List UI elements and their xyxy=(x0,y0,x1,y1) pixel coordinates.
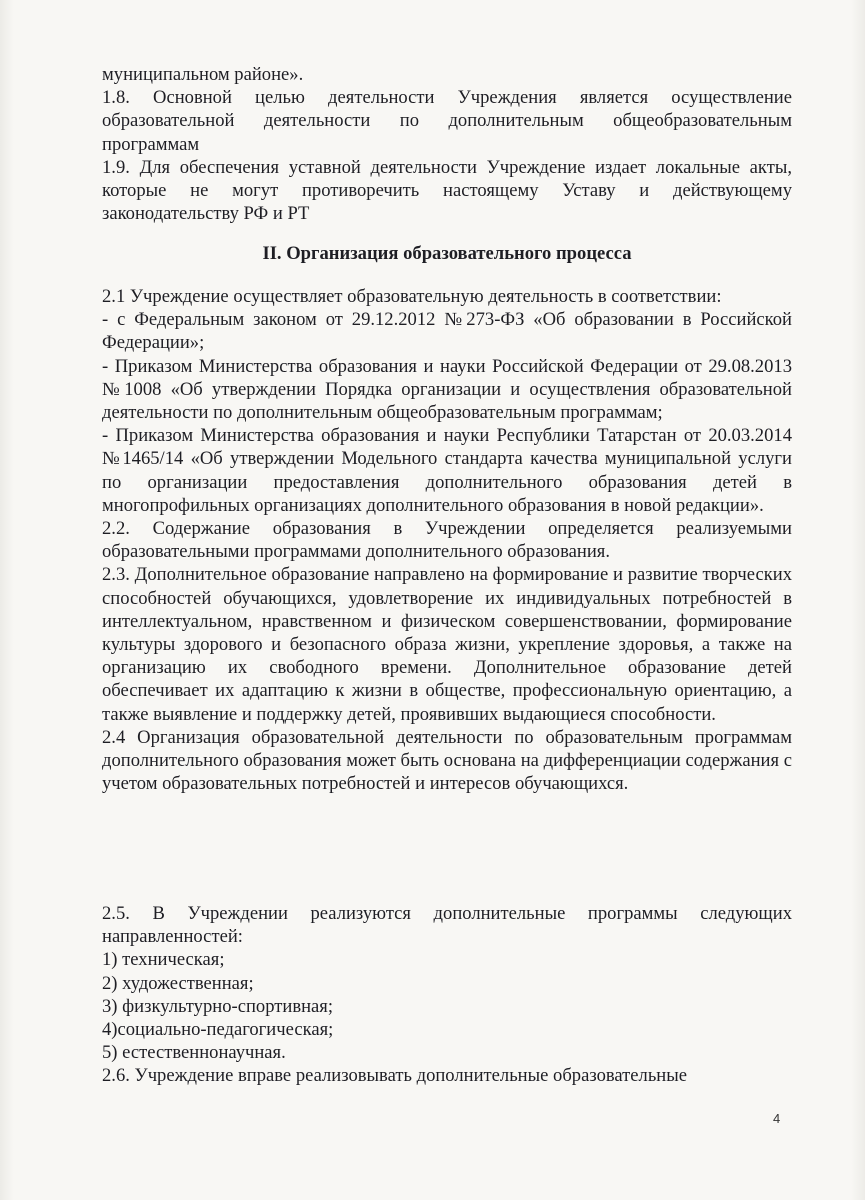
intro-block xyxy=(102,63,792,225)
paragraph-2-5: 2.5. В Учреждении реализуются дополнительные программы следующих направленностей: xyxy=(102,903,792,948)
paragraph-2-6: 2.6. Учреждение вправе реализовывать дополнительные образовательные xyxy=(102,1065,688,1087)
paragraph-2-2: 2.2. Содержание образования в Учреждении определяется реализуемыми образовательными программами дополнительного образования. xyxy=(102,518,792,563)
paragraph-2-1: 2.1 Учреждение осуществляет образовательную деятельность в соответствии: xyxy=(102,286,722,307)
page-number: 4 xyxy=(773,1111,781,1126)
paragraph-1-9: 1.9. Для обеспечения уставной деятельности Учреждение издает локальные акты, которые не могут противоречить настоящему Уставу и действующему законодательству РФ и РТ xyxy=(102,156,792,225)
paragraph-2-1-ministry-order-rf: - Приказом Министерства образования и науки Российской Федерации от 29.08.2013 №1008 «Об утверждении Порядка организации и осуществления образовательной деятельности по дополнительным общеобразовательным программам; xyxy=(102,355,792,424)
list-item: 5) естественнонаучная. xyxy=(102,1042,286,1064)
list-item: 2) художественная; xyxy=(102,972,254,994)
paragraph-2-3: 2.3. Дополнительное образование направлено на формирование и развитие творческих способностей обучающихся, удовлетворение их индивидуальных потребностей в интеллектуальном, нравственном и физическом совершенствовании, формирование культуры здорового и безопасного образа жизни, укрепление здоровья, а также на организацию их свободного времени. Дополнительное образование детей обеспечивает их адаптацию к жизни в обществе, профессиональную ориентацию, а также выявление и поддержку детей, проявивших выдающиеся способности. xyxy=(102,564,792,725)
paragraph-1-8: 1.8. Основной целью деятельности Учреждения является осуществление образовательной деятельности по дополнительным общеобразовательным программам xyxy=(102,87,792,155)
list-item: 4)социально-педагогическая; xyxy=(102,1019,334,1041)
list-item: 1) техническая; xyxy=(102,949,225,971)
paragraph-continuation: муниципальном районе». xyxy=(102,64,304,85)
list-item: 3) физкультурно-спортивная; xyxy=(102,995,334,1017)
section-body xyxy=(102,285,792,795)
paragraph-2-4: 2.4 Организация образовательной деятельности по образовательным программам дополнительного образования может быть основана на дифференциации содержания с учетом образовательных потребностей и интересов обучающихся. xyxy=(102,726,792,795)
paragraph-2-1-federal-law: - с Федеральным законом от 29.12.2012 №273-ФЗ «Об образовании в Российской Федерации»; xyxy=(102,309,792,354)
paragraph-2-1-ministry-order-rt: - Приказом Министерства образования и науки Республики Татарстан от 20.03.2014 №1465/14 «Об утверждении Модельного стандарта качества муниципальной услуги по организации предоставления дополнительного образования детей в многопрофильных организациях дополнительного образования в новой редакции». xyxy=(102,425,792,516)
section-heading: II. Организация образовательного процесса xyxy=(262,243,632,264)
section-body-continued xyxy=(102,902,792,1088)
